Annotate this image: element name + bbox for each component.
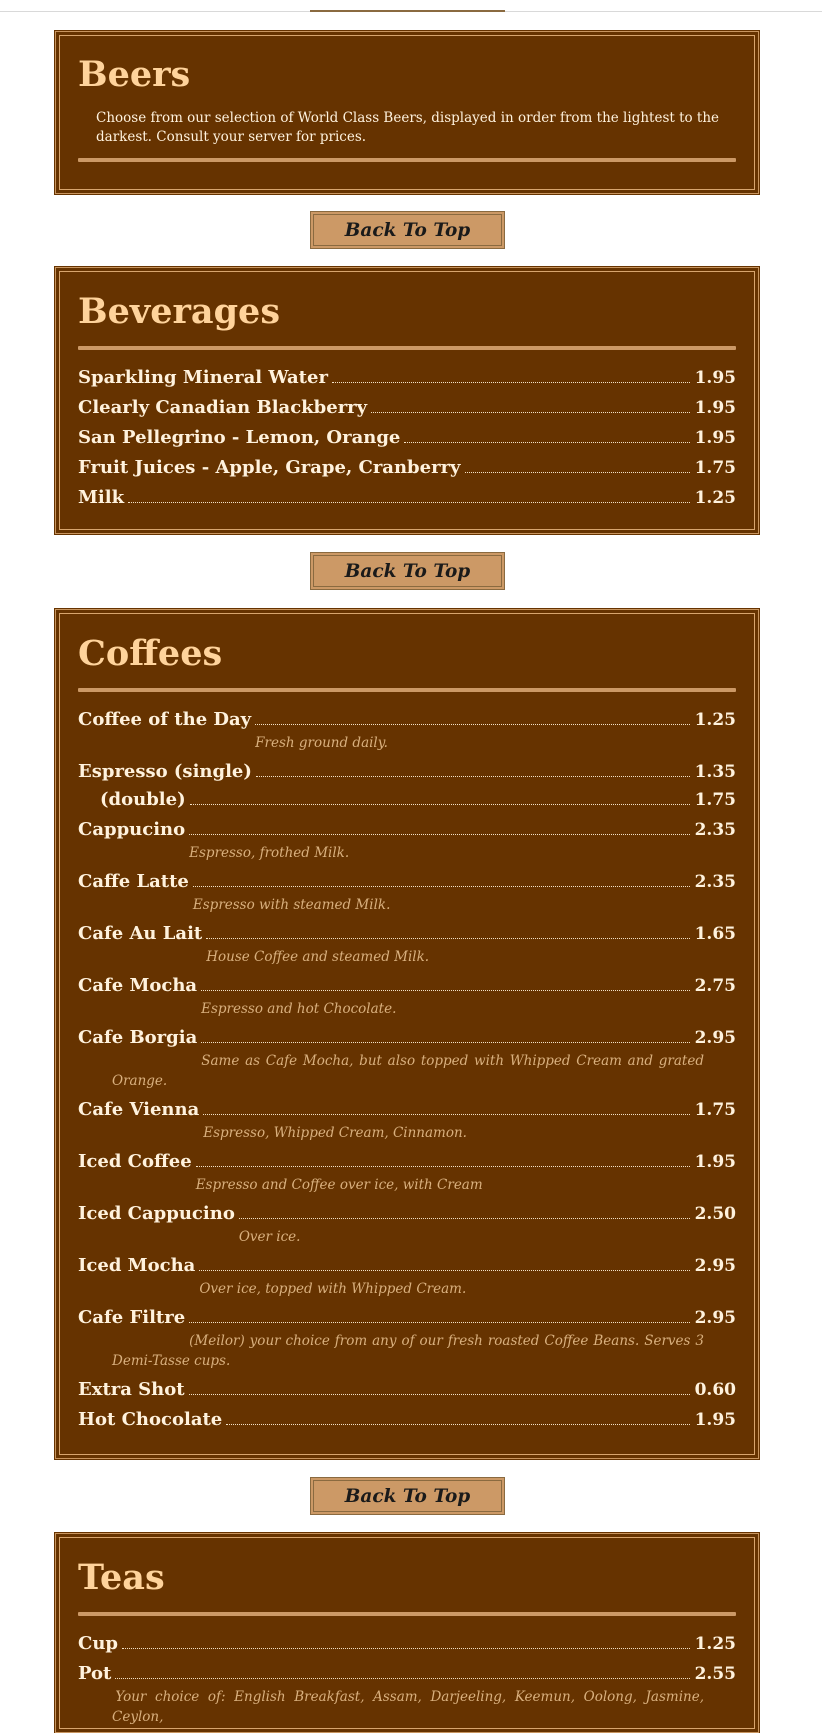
beverages-list — [78, 359, 736, 509]
section-beverages — [55, 267, 759, 534]
menu-item — [78, 1299, 736, 1329]
menu-item — [78, 1143, 736, 1173]
menu-item — [78, 1247, 736, 1277]
section-title-beers: Beers — [78, 54, 191, 95]
menu-item-name: Cafe Filtre — [78, 1307, 186, 1328]
menu-item-description: Espresso, Whipped Cream, Cinnamon. — [203, 1125, 467, 1141]
back-to-top-button[interactable]: Back To Top — [310, 1477, 505, 1515]
dot-leader — [189, 1321, 689, 1323]
menu-item — [78, 1655, 736, 1685]
menu-item-price: 1.25 — [694, 488, 736, 508]
menu-item-name: Cafe Borgia — [78, 1027, 198, 1048]
menu-item — [78, 783, 736, 811]
menu-item-name: Fruit Juices - Apple, Grape, Cranberry — [78, 457, 461, 478]
dot-leader — [196, 1165, 690, 1167]
menu-item-price: 1.65 — [694, 924, 736, 944]
menu-item-price: 2.35 — [694, 872, 736, 892]
dot-leader — [226, 1423, 689, 1425]
dot-leader — [404, 441, 689, 443]
menu-item — [78, 863, 736, 893]
menu-item-price: 2.75 — [694, 976, 736, 996]
menu-item — [78, 1371, 736, 1401]
beers-description: Choose from our selection of World Class Beers, displayed in order from the lightest to the darkest. Consult your server for prices. — [96, 110, 720, 145]
menu-item-name: Cup — [78, 1633, 118, 1654]
dot-leader — [189, 1393, 690, 1395]
menu-item-price: 0.60 — [694, 1380, 736, 1400]
section-title-coffees: Coffees — [78, 633, 223, 674]
menu-item-price: 2.95 — [694, 1308, 736, 1328]
dot-leader — [115, 1677, 689, 1679]
menu-item-description: House Coffee and steamed Milk. — [206, 949, 430, 965]
menu-item-name: Hot Chocolate — [78, 1409, 223, 1430]
menu-item-description: Over ice. — [238, 1229, 301, 1245]
section-title-beverages: Beverages — [78, 291, 281, 332]
dot-leader — [201, 1041, 689, 1043]
menu-item — [78, 419, 736, 449]
menu-item — [78, 811, 736, 841]
menu-item-price: 1.95 — [694, 428, 736, 448]
menu-item-description: (Meilor) your choice from any of our fresh roasted Coffee Beans. Serves 3 Demi-Tasse cups. — [112, 1333, 704, 1369]
menu-item — [78, 967, 736, 997]
menu-item-price: 2.55 — [694, 1664, 736, 1684]
menu-item-name: Cafe Vienna — [78, 1099, 200, 1120]
back-to-top-button[interactable]: Back To Top — [310, 552, 505, 590]
menu-item-price: 1.25 — [694, 1634, 736, 1654]
menu-item-description: Espresso, frothed Milk. — [189, 845, 350, 861]
menu-item-name: Sparkling Mineral Water — [78, 367, 328, 388]
menu-item-name: Iced Cappucino — [78, 1203, 235, 1224]
section-rule — [78, 158, 736, 162]
menu-item-name: Iced Coffee — [78, 1151, 192, 1172]
menu-item — [78, 701, 736, 731]
dot-leader — [255, 723, 689, 725]
menu-item — [78, 1195, 736, 1225]
menu-item-price: 1.75 — [694, 1100, 736, 1120]
menu-item — [78, 1091, 736, 1121]
menu-item-name: (double) — [100, 789, 186, 810]
menu-item-price: 1.75 — [694, 790, 736, 810]
coffees-list — [78, 701, 736, 1431]
menu-item-name: Espresso (single) — [78, 761, 252, 782]
teas-list — [78, 1625, 736, 1727]
menu-item-price: 2.35 — [694, 820, 736, 840]
dot-leader — [128, 501, 690, 503]
section-rule — [78, 346, 736, 350]
dot-leader — [371, 411, 689, 413]
menu-item-name: Cafe Au Lait — [78, 923, 203, 944]
menu-item — [78, 449, 736, 479]
menu-item-price: 1.35 — [694, 762, 736, 782]
menu-item-name: Clearly Canadian Blackberry — [78, 397, 368, 418]
menu-item — [78, 1019, 736, 1049]
menu-item — [78, 1625, 736, 1655]
section-rule — [78, 1612, 736, 1616]
menu-item-price: 1.75 — [694, 458, 736, 478]
menu-item-price: 1.95 — [694, 1410, 736, 1430]
dot-leader — [199, 1269, 689, 1271]
dot-leader — [189, 833, 689, 835]
menu-item-description: Over ice, topped with Whipped Cream. — [199, 1281, 467, 1297]
dot-leader — [190, 803, 690, 805]
dot-leader — [332, 381, 690, 383]
menu-item-name: Pot — [78, 1663, 112, 1684]
dot-leader — [122, 1647, 690, 1649]
menu-item-name: Cappucino — [78, 819, 186, 840]
back-to-top-button[interactable]: Back To Top — [310, 211, 505, 249]
menu-item-description: Espresso with steamed Milk. — [192, 897, 391, 913]
section-teas — [55, 1533, 759, 1733]
section-title-teas: Teas — [78, 1557, 165, 1598]
dot-leader — [256, 775, 690, 777]
menu-item-description: Fresh ground daily. — [255, 735, 388, 751]
dot-leader — [203, 1113, 689, 1115]
menu-item-description: Your choice of: English Breakfast, Assam, Darjeeling, Keemun, Oolong, Jasmine, Ceylon, — [112, 1689, 704, 1725]
menu-item — [78, 479, 736, 509]
menu-item — [78, 359, 736, 389]
menu-item — [78, 389, 736, 419]
section-beers — [55, 31, 759, 194]
menu-item-name: Extra Shot — [78, 1379, 185, 1400]
menu-item-price: 1.95 — [694, 1152, 736, 1172]
menu-item-price: 2.50 — [694, 1204, 736, 1224]
dot-leader — [239, 1217, 690, 1219]
previous-back-to-top-edge — [310, 10, 505, 12]
menu-item-price: 1.25 — [694, 710, 736, 730]
menu-item-name: San Pellegrino - Lemon, Orange — [78, 427, 401, 448]
menu-item-description: Same as Cafe Mocha, but also topped with Whipped Cream and grated Orange. — [112, 1053, 704, 1089]
menu-item-name: Caffe Latte — [78, 871, 189, 892]
dot-leader — [201, 989, 690, 991]
menu-item-description: Espresso and hot Chocolate. — [201, 1001, 397, 1017]
menu-item-price: 1.95 — [694, 398, 736, 418]
dot-leader — [193, 885, 690, 887]
menu-item-price: 1.95 — [694, 368, 736, 388]
menu-item-name: Milk — [78, 487, 125, 508]
menu-item-price: 2.95 — [694, 1256, 736, 1276]
dot-leader — [465, 471, 690, 473]
menu-item-price: 2.95 — [694, 1028, 736, 1048]
menu-item-description: Espresso and Coffee over ice, with Cream — [195, 1177, 483, 1193]
dot-leader — [206, 937, 689, 939]
menu-item-name: Cafe Mocha — [78, 975, 198, 996]
menu-item-name: Iced Mocha — [78, 1255, 196, 1276]
section-coffees — [55, 609, 759, 1459]
menu-item — [78, 753, 736, 783]
menu-item — [78, 1401, 736, 1431]
menu-item-name: Coffee of the Day — [78, 709, 252, 730]
menu-item — [78, 915, 736, 945]
section-rule — [78, 688, 736, 692]
